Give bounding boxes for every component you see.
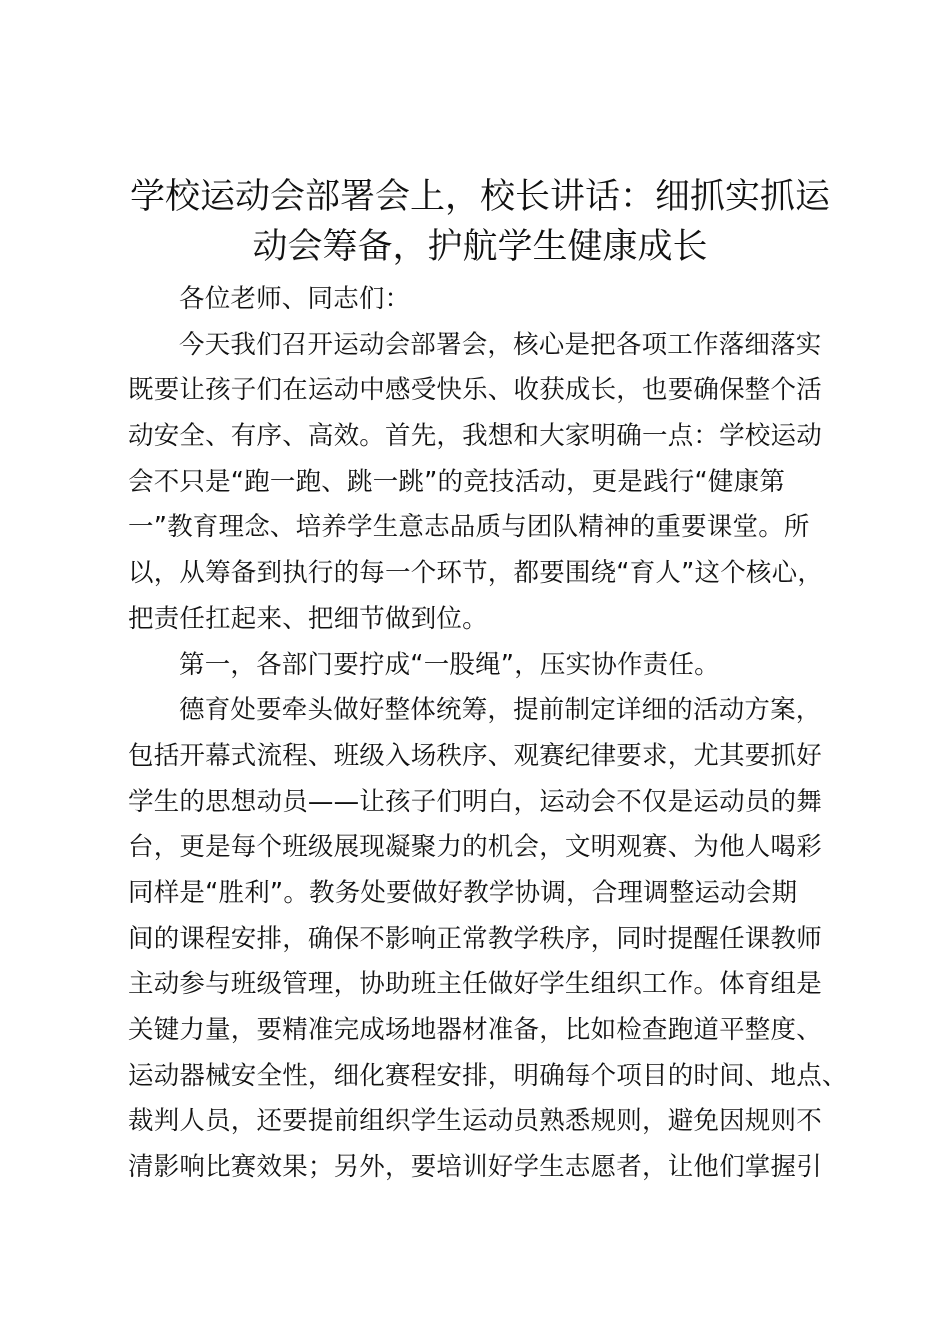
- body-line: 主动参与班级管理，协助班主任做好学生组织工作。体育组是: [128, 969, 822, 1000]
- title-line-2: 动会筹备，护航学生健康成长: [252, 227, 708, 267]
- body-line: 以，从筹备到执行的每一个环节，都要围绕“育人”这个核心，: [128, 558, 824, 589]
- body-line: 既要让孩子们在运动中感受快乐、收获成长，也要确保整个活: [128, 375, 822, 406]
- section-heading-line: 第一，各部门要拧成“一股绳”，压实协作责任。: [179, 649, 720, 680]
- body-line: 把责任扛起来、把细节做到位。: [128, 603, 488, 634]
- body-line: 包括开幕式流程、班级入场秩序、观赛纪律要求，尤其要抓好: [128, 740, 822, 771]
- body-line: 关键力量，要精准完成场地器材准备，比如检查跑道平整度、: [128, 1015, 822, 1045]
- document-title: [120, 172, 840, 272]
- body-line: 今天我们召开运动会部署会，核心是把各项工作落细落实: [179, 329, 822, 360]
- body-line: 裁判人员，还要提前组织学生运动员熟悉规则，避免因规则不: [128, 1106, 822, 1137]
- body-line: 运动器械安全性，细化赛程安排，明确每个项目的时间、地点、: [128, 1060, 848, 1091]
- document-body: [128, 277, 868, 1191]
- body-line: 动安全、有序、高效。首先，我想和大家明确一点：学校运动: [128, 421, 822, 452]
- body-line: 间的课程安排，确保不影响正常教学秩序，同时提醒任课教师: [128, 923, 822, 954]
- salutation-line: 各位老师、同志们：: [179, 284, 411, 314]
- body-line: 同样是“胜利”。教务处要做好教学协调，合理调整运动会期: [128, 877, 798, 908]
- title-line-1: 学校运动会部署会上，校长讲话：细抓实抓运: [129, 177, 830, 217]
- body-line: 清影响比赛效果；另外，要培训好学生志愿者，让他们掌握引: [128, 1152, 822, 1183]
- body-line: 会不只是“跑一跑、跳一跳”的竞技活动，更是践行“健康第: [128, 466, 786, 497]
- body-line: 学生的思想动员——让孩子们明白，运动会不仅是运动员的舞: [128, 786, 822, 817]
- body-line: 一”教育理念、培养学生意志品质与团队精神的重要课堂。所: [128, 512, 810, 543]
- body-line: 德育处要牵头做好整体统筹，提前制定详细的活动方案，: [179, 695, 822, 726]
- body-line: 台，更是每个班级展现凝聚力的机会，文明观赛、为他人喝彩: [128, 832, 822, 863]
